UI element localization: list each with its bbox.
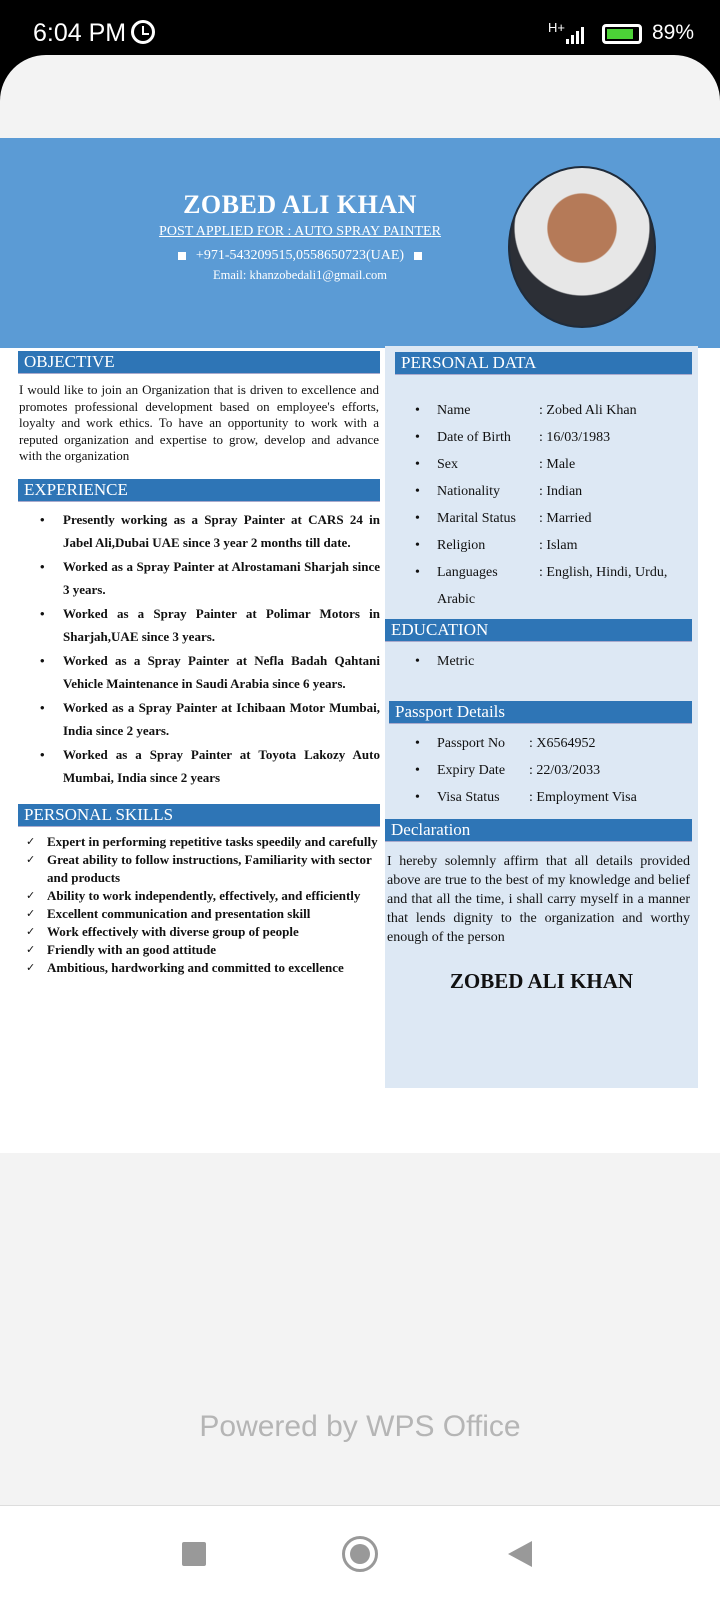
- section-experience: EXPERIENCE: [18, 479, 380, 502]
- powered-by-label: Powered by WPS Office: [199, 1410, 521, 1443]
- recents-button[interactable]: [182, 1542, 206, 1566]
- home-icon: [350, 1544, 370, 1564]
- list-item: • Languages : English, Hindi, Urdu, Arabic: [385, 559, 698, 613]
- profile-photo: [508, 166, 656, 328]
- section-skills: PERSONAL SKILLS: [18, 804, 380, 827]
- list-item: ✓ Ability to work independently, effectively, and efficiently: [18, 887, 380, 905]
- list-item: • Presently working as a Spray Painter at CARS 24 in Jabel Ali,Dubai UAE since 3 year 2 months till date.: [18, 508, 380, 555]
- phone-number: +971-543209515,0558650723(UAE): [195, 248, 405, 263]
- list-item: • Metric: [385, 648, 698, 675]
- candidate-name: ZOBED ALI KHAN: [183, 190, 417, 219]
- right-column: [385, 346, 698, 1454]
- clock: 6:04 PM: [33, 19, 127, 47]
- list-item: ✓ Great ability to follow instructions, Familiarity with sector and products: [18, 851, 380, 887]
- list-item: • Religion : Islam: [385, 532, 698, 559]
- left-column: [18, 351, 380, 983]
- experience-list: [18, 508, 380, 790]
- home-button[interactable]: [342, 1536, 378, 1572]
- resume-page: [0, 138, 720, 1153]
- list-item: • Sex : Male: [385, 451, 698, 478]
- list-item: • Passport No : X6564952: [385, 730, 698, 757]
- list-item: ✓ Work effectively with diverse group of people: [18, 923, 380, 941]
- list-item: ✓ Excellent communication and presentation skill: [18, 905, 380, 923]
- battery-percent: 89%: [652, 21, 695, 44]
- resume-header: [0, 138, 720, 348]
- list-item: • Marital Status : Married: [385, 505, 698, 532]
- mail-icon: [414, 252, 422, 260]
- network-type: H+: [548, 20, 565, 35]
- list-item: • Worked as a Spray Painter at Toyota Lakozy Auto Mumbai, India since 2 years: [18, 743, 380, 790]
- list-item: • Worked as a Spray Painter at Polimar Motors in Sharjah,UAE since 3 years.: [18, 602, 380, 649]
- list-item: ✓ Friendly with an good attitude: [18, 941, 380, 959]
- objective-text: I would like to join an Organization that is driven to excellence and promotes professional development based on employee's efforts, loyalty and work ethics. To have an opportunity to work with a reputed organization and expertise to grow, develop and advance with the organization: [19, 382, 379, 463]
- list-item: ✓ Ambitious, hardworking and committed to excellence: [18, 959, 380, 977]
- list-item: • Worked as a Spray Painter at Ichibaan Motor Mumbai, India since 2 years.: [18, 696, 380, 743]
- signal-icon: [566, 26, 584, 44]
- list-item: • Worked as a Spray Painter at Alrostamani Sharjah since 3 years.: [18, 555, 380, 602]
- list-item: ✓ Expert in performing repetitive tasks speedily and carefully: [18, 833, 380, 851]
- list-item: • Worked as a Spray Painter at Nefla Badah Qahtani Vehicle Maintenance in Saudi Arabia since 6 years.: [18, 649, 380, 696]
- status-bar: [0, 0, 720, 60]
- post-applied: POST APPLIED FOR : AUTO SPRAY PAINTER: [159, 224, 441, 239]
- list-item: • Visa Status : Employment Visa: [385, 784, 698, 811]
- back-button[interactable]: [508, 1541, 532, 1567]
- phone-line: [140, 248, 460, 264]
- declaration-text: I hereby solemnly affirm that all details provided above are true to the best of my knowledge and belief and that all the time, i shall carry myself in a manner that lends dignity to the organization and worthy enough of the person: [387, 854, 690, 945]
- list-item: • Name : Zobed Ali Khan: [385, 397, 698, 424]
- personal-data-list: [385, 397, 698, 613]
- list-item: • Date of Birth : 16/03/1983: [385, 424, 698, 451]
- section-personal-data: PERSONAL DATA: [395, 352, 692, 375]
- section-objective: OBJECTIVE: [18, 351, 380, 374]
- navigation-bar: [0, 1505, 720, 1600]
- passport-list: [385, 730, 698, 811]
- battery-icon: [602, 24, 642, 44]
- email: Email: khanzobedali1@gmail.com: [213, 268, 387, 282]
- section-education: EDUCATION: [385, 619, 692, 642]
- education-list: [385, 648, 698, 675]
- section-passport: Passport Details: [389, 701, 692, 724]
- list-item: • Expiry Date : 22/03/2033: [385, 757, 698, 784]
- list-item: • Nationality : Indian: [385, 478, 698, 505]
- section-declaration: Declaration: [385, 819, 692, 842]
- phone-icon: [178, 252, 186, 260]
- alarm-icon: [131, 20, 155, 44]
- skills-list: [18, 833, 380, 977]
- signature-name: ZOBED ALI KHAN: [449, 969, 634, 993]
- document-viewer[interactable]: [0, 55, 720, 1600]
